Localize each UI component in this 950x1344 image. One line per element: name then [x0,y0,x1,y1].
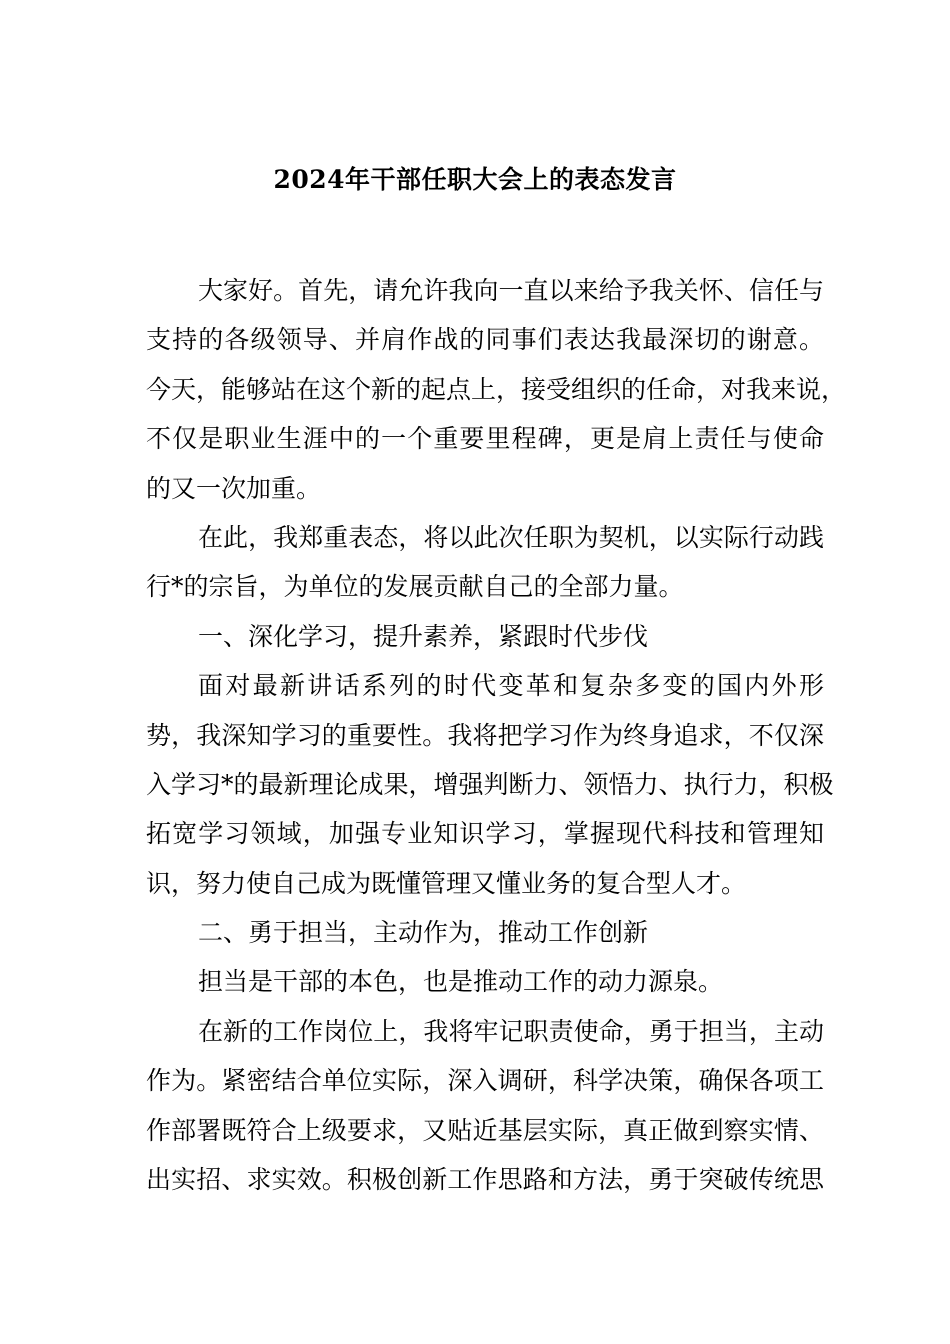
page-title: 2024年干部任职大会上的表态发言 [273,165,677,194]
paragraph-line: 行*的宗旨，为单位的发展贡献自己的全部力量。 [146,572,684,602]
paragraph-line: 在新的工作岗位上，我将牢记职责使命，勇于担当，主动 [198,1016,824,1046]
paragraph-line: 支持的各级领导、并肩作战的同事们表达我最深切的谢意。 [146,325,824,355]
paragraph-line: 今天，能够站在这个新的起点上，接受组织的任命，对我来说， [146,374,847,404]
document-body [146,266,847,1204]
section-heading: 二、勇于担当，主动作为，推动工作创新 [198,918,649,948]
paragraph-line: 作为。紧密结合单位实际，深入调研，科学决策，确保各项工 [146,1066,824,1096]
paragraph-line: 出实招、求实效。积极创新工作思路和方法，勇于突破传统思 [146,1165,824,1195]
paragraph-line: 势，我深知学习的重要性。我将把学习作为终身追求，不仅深 [146,720,824,750]
section-heading: 一、深化学习，提升素养，紧跟时代步伐 [198,621,649,651]
paragraph-line: 入学习*的最新理论成果，增强判断力、领悟力、执行力，积极 [146,769,834,799]
paragraph-line: 大家好。首先，请允许我向一直以来给予我关怀、信任与 [198,276,824,305]
paragraph-line: 不仅是职业生涯中的一个重要里程碑，更是肩上责任与使命 [146,424,824,454]
paragraph-line: 的又一次加重。 [146,473,322,503]
paragraph-line: 识，努力使自己成为既懂管理又懂业务的复合型人才。 [146,868,747,898]
paragraph-line: 担当是干部的本色，也是推动工作的动力源泉。 [198,967,724,997]
paragraph-line: 拓宽学习领域，加强专业知识学习，掌握现代科技和管理知 [146,819,824,849]
paragraph-line: 在此，我郑重表态，将以此次任职为契机，以实际行动践 [198,522,824,552]
paragraph-line: 面对最新讲话系列的时代变革和复杂多变的国内外形 [198,671,824,701]
paragraph-line: 作部署既符合上级要求，又贴近基层实际，真正做到察实情、 [146,1115,824,1145]
